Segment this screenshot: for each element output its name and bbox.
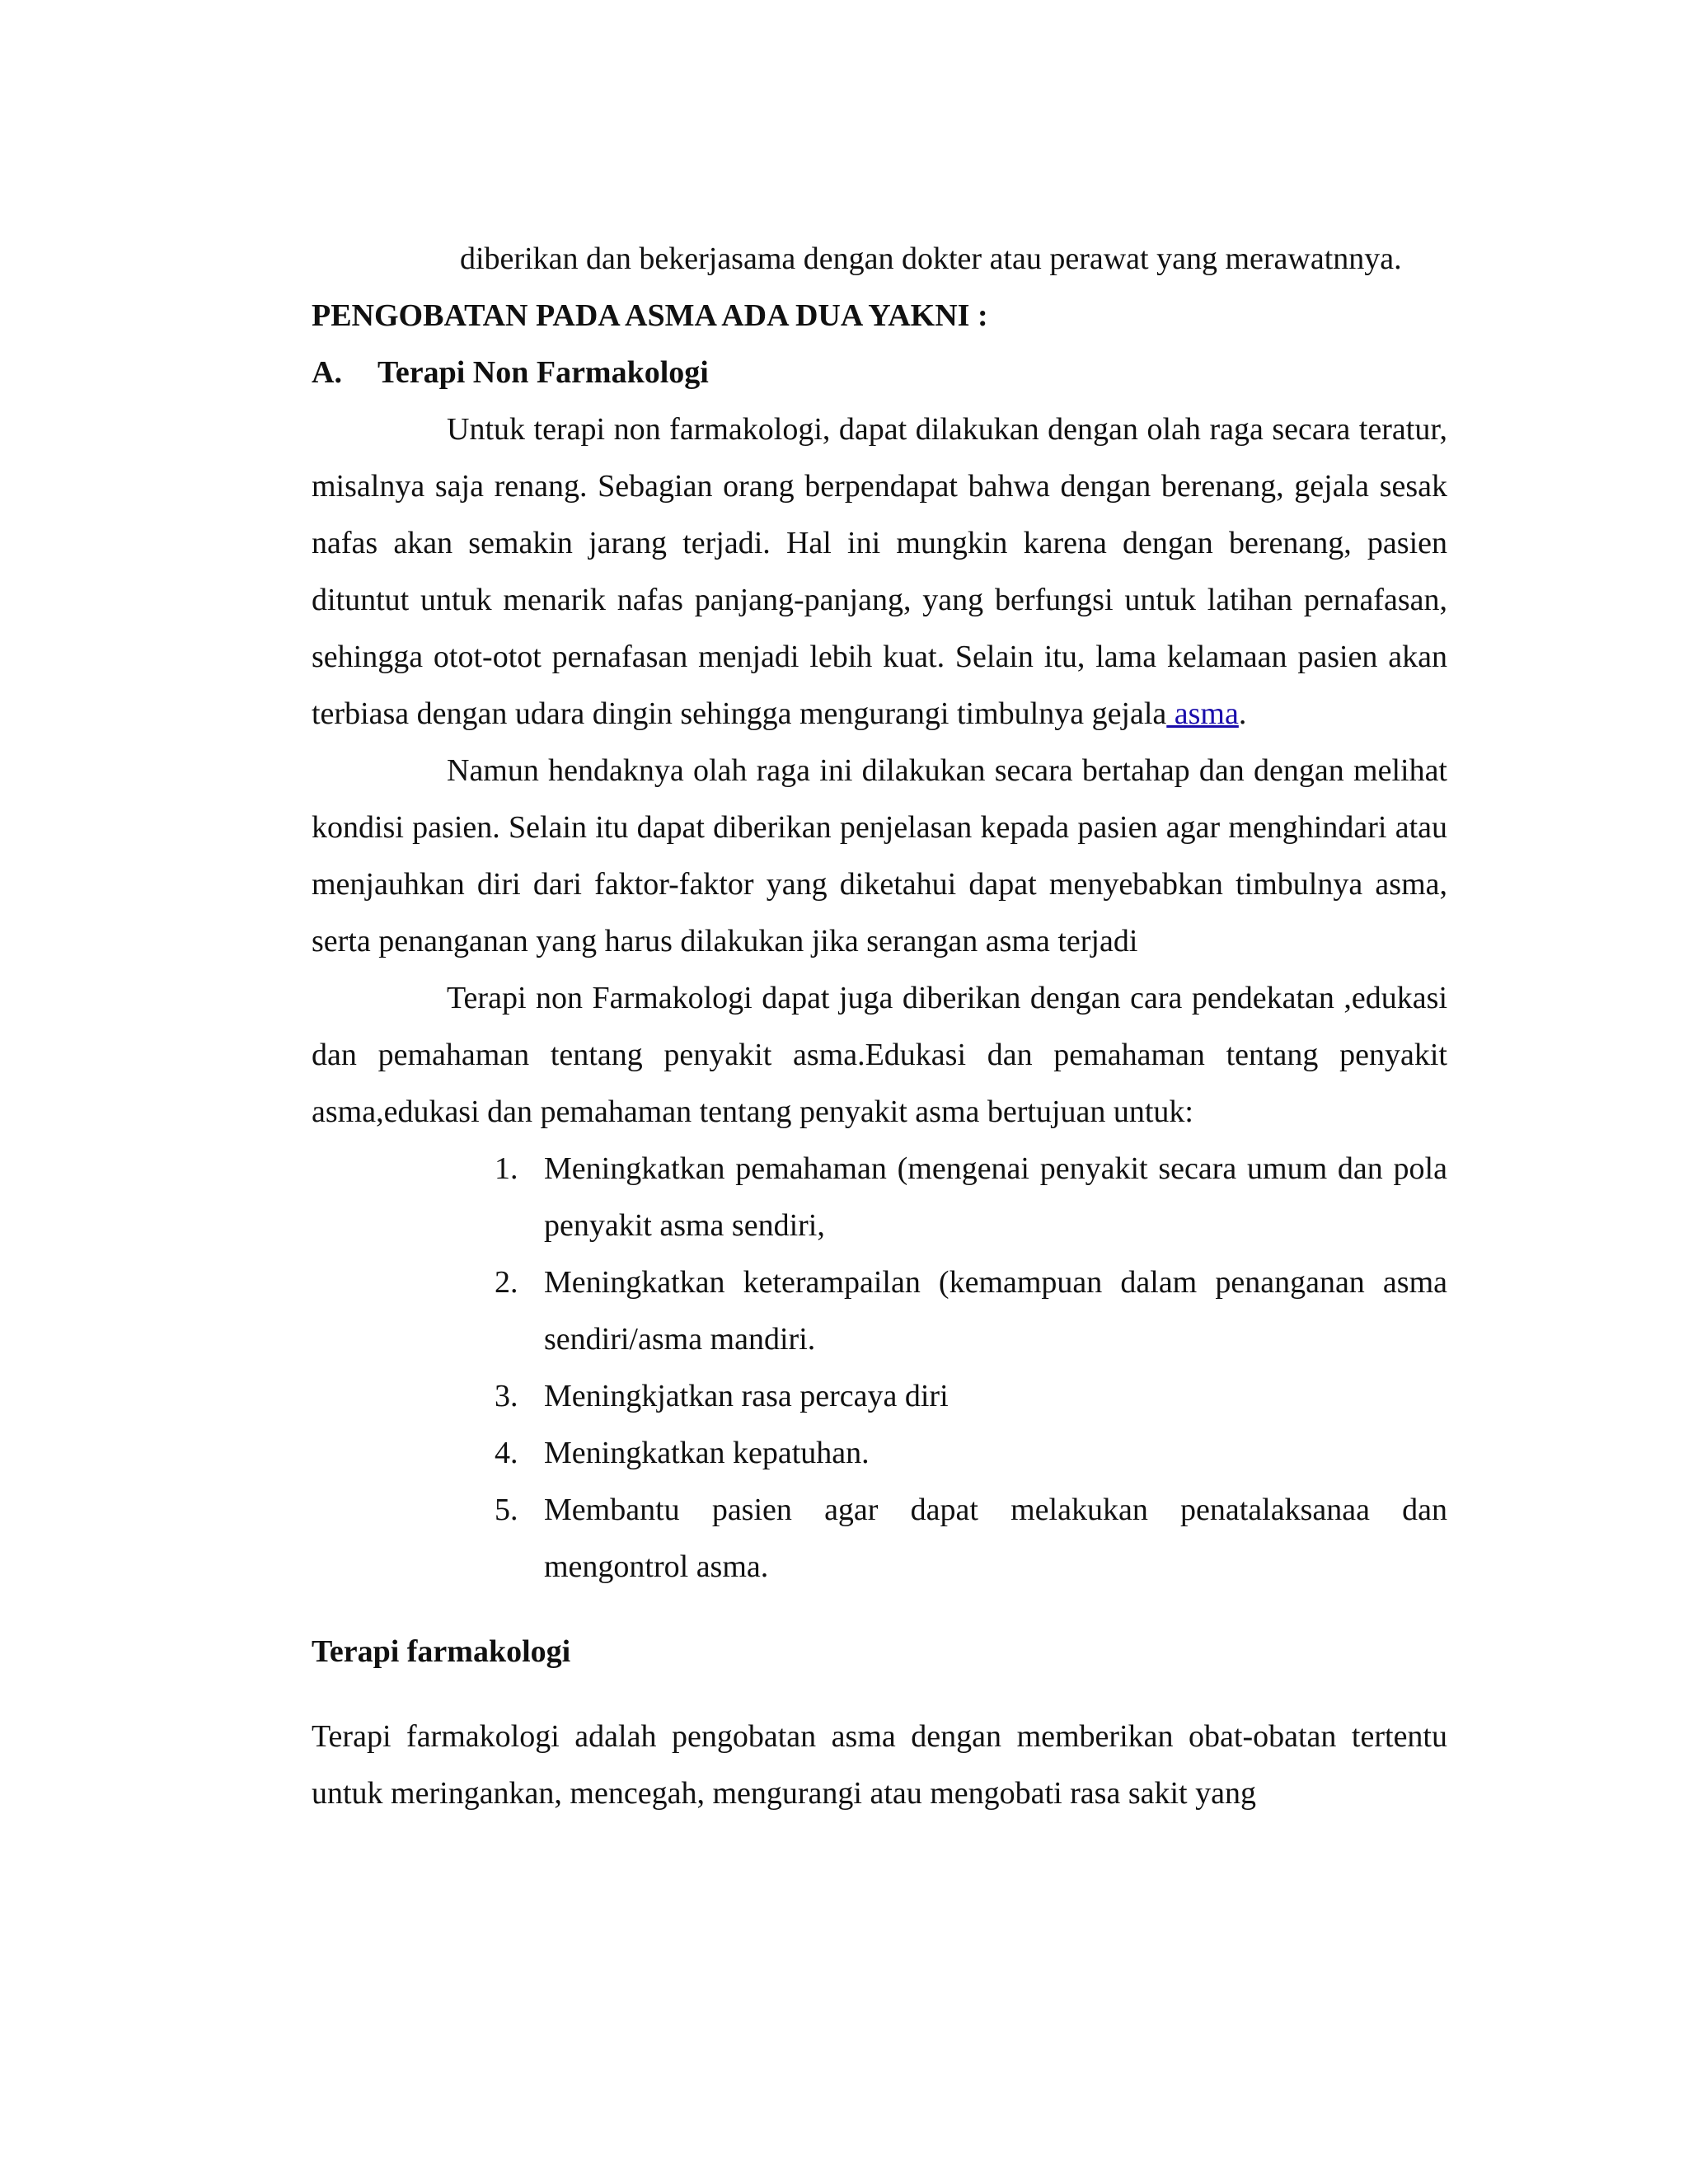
asma-link[interactable]: asma: [1166, 696, 1239, 731]
section-a-heading: [312, 344, 1447, 401]
section-a-letter: A.: [312, 355, 342, 390]
list-item: [495, 1368, 1447, 1425]
list-text: Meningkatkan kepatuhan.: [544, 1436, 870, 1470]
paragraph-non-pharmacological: [312, 401, 1447, 743]
paragraph-text: Untuk terapi non farmakologi, dapat dilakukan dengan olah raga secara teratur, misalnya saja renang. Sebagian orang berpendapat bahwa dengan berenang, gejala sesak nafas akan semakin jarang terjadi. Hal ini mungkin karena dengan berenang, pasien dituntut untuk menarik nafas panjang-panjang, yang berfungsi untuk latihan pernafasan, sehingga otot-otot pernafasan menjadi lebih kuat. Selain itu, lama kelamaan pasien akan terbiasa dengan udara dingin sehingga mengurangi timbulnya gejala: [312, 412, 1447, 731]
education-goals-list: [312, 1141, 1447, 1596]
section-a-title: Terapi Non Farmakologi: [377, 355, 709, 390]
continued-line: diberikan dan bekerjasama dengan dokter atau perawat yang merawatnnya.: [460, 241, 1402, 276]
spacer: [312, 1680, 1447, 1708]
paragraph-gradual-exercise: Namun hendaknya olah raga ini dilakukan secara bertahap dan dengan melihat kondisi pasien. Selain itu dapat diberikan penjelasan kepada pasien agar menghindari atau menjauhkan diri dari faktor-faktor yang diketahui dapat menyebabkan timbulnya asma, serta penanganan yang harus dilakukan jika serangan asma terjadi: [312, 753, 1447, 958]
main-heading: PENGOBATAN PADA ASMA ADA DUA YAKNI :: [312, 298, 988, 333]
section-b-heading: Terapi farmakologi: [312, 1634, 571, 1669]
spacer: [312, 1596, 1447, 1624]
list-text: Membantu pasien agar dapat melakukan penatalaksanaa dan mengontrol asma.: [544, 1493, 1447, 1584]
paragraph-end: .: [1238, 696, 1247, 731]
list-number: 5.: [495, 1493, 518, 1527]
list-number: 3.: [495, 1379, 518, 1413]
list-item: [495, 1482, 1447, 1596]
paragraph-pharmacological: Terapi farmakologi adalah pengobatan asma dengan memberikan obat-obatan tertentu untuk meringankan, mencegah, mengurangi atau mengobati rasa sakit yang: [312, 1719, 1447, 1811]
list-number: 1.: [495, 1151, 518, 1186]
list-item: [495, 1425, 1447, 1482]
list-item: [495, 1254, 1447, 1368]
list-text: Meningkatkan keterampailan (kemampuan dalam penanganan asma sendiri/asma mandiri.: [544, 1265, 1447, 1357]
list-number: 2.: [495, 1265, 518, 1300]
document-body: [312, 231, 1447, 1822]
list-text: Meningkatkan pemahaman (mengenai penyakit secara umum dan pola penyakit asma sendiri,: [544, 1151, 1447, 1243]
list-number: 4.: [495, 1436, 518, 1470]
list-item: [495, 1141, 1447, 1254]
list-text: Meningkjatkan rasa percaya diri: [544, 1379, 949, 1413]
paragraph-education: Terapi non Farmakologi dapat juga diberikan dengan cara pendekatan ,edukasi dan pemahaman tentang penyakit asma.Edukasi dan pemahaman tentang penyakit asma,edukasi dan pemahaman tentang penyakit asma bertujuan untuk:: [312, 981, 1447, 1129]
